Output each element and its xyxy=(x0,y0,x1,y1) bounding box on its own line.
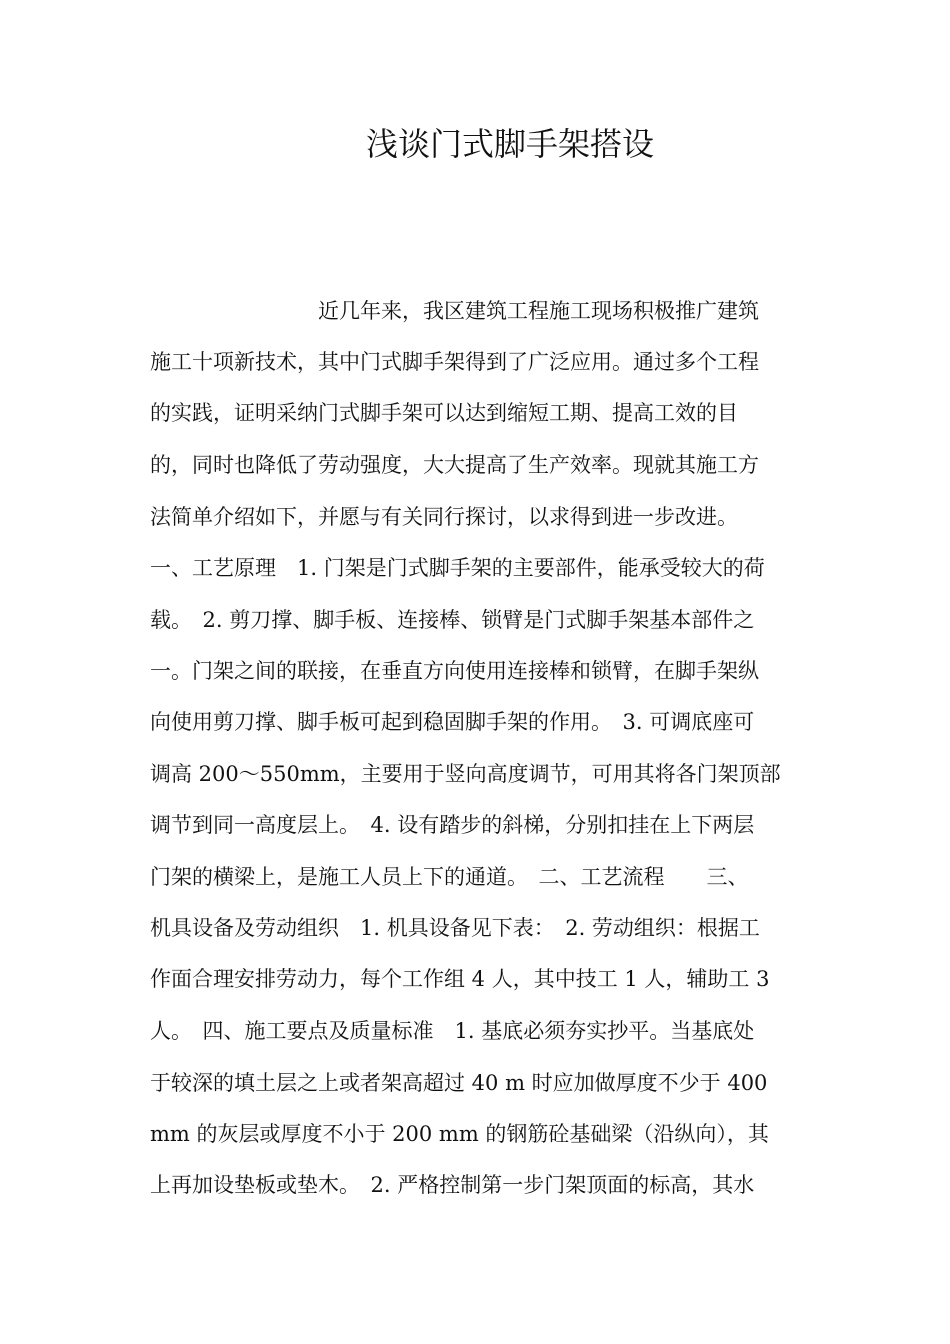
paragraph-line: 上再加设垫板或垫木。 2. 严格控制第一步门架顶面的标高，其水 xyxy=(150,1173,755,1197)
paragraph-line: 载。 2. 剪刀撑、脚手板、连接棒、锁臂是门式脚手架基本部件之 xyxy=(150,608,755,632)
paragraph-line: 门架的横梁上，是施工人员上下的通道。 二、工艺流程 三、 xyxy=(150,865,749,889)
paragraph-line: 一、工艺原理 1. 门架是门式脚手架的主要部件，能承受较大的荷 xyxy=(150,556,765,580)
paragraph-line: 机具设备及劳动组织 1. 机具设备见下表： 2. 劳动组织：根据工 xyxy=(150,916,760,940)
paragraph-line: 调节到同一高度层上。 4. 设有踏步的斜梯，分别扣挂在上下两层 xyxy=(150,813,755,837)
paragraph-line: 人。 四、施工要点及质量标准 1. 基底必须夯实抄平。当基底处 xyxy=(150,1019,755,1043)
paragraph-line: 的实践，证明采纳门式脚手架可以达到缩短工期、提高工效的目 xyxy=(150,401,738,425)
paragraph-line: 调高 200～550mm，主要用于竖向高度调节，可用其将各门架顶部 xyxy=(150,762,781,786)
paragraph-line: mm 的灰层或厚度不小于 200 mm 的钢筋砼基础梁（沿纵向），其 xyxy=(150,1122,769,1146)
paragraph-line: 的，同时也降低了劳动强度，大大提高了生产效率。现就其施工方 xyxy=(150,453,759,477)
document-title: 浅谈门式脚手架搭设 xyxy=(365,125,654,163)
paragraph-line: 向使用剪刀撑、脚手板可起到稳固脚手架的作用。 3. 可调底座可 xyxy=(150,710,755,734)
paragraph-line: 于较深的填土层之上或者架高超过 40 m 时应加做厚度不少于 400 xyxy=(150,1071,768,1095)
paragraph-line: 施工十项新技术，其中门式脚手架得到了广泛应用。通过多个工程 xyxy=(150,350,759,374)
paragraph-line: 一。门架之间的联接，在垂直方向使用连接棒和锁臂，在脚手架纵 xyxy=(150,659,759,683)
paragraph-line: 法简单介绍如下，并愿与有关同行探讨，以求得到进一步改进。 xyxy=(150,505,738,529)
paragraph-line: 近几年来，我区建筑工程施工现场积极推广建筑 xyxy=(318,299,759,323)
paragraph-line: 作面合理安排劳动力，每个工作组 4 人，其中技工 1 人，辅助工 3 xyxy=(150,967,770,991)
